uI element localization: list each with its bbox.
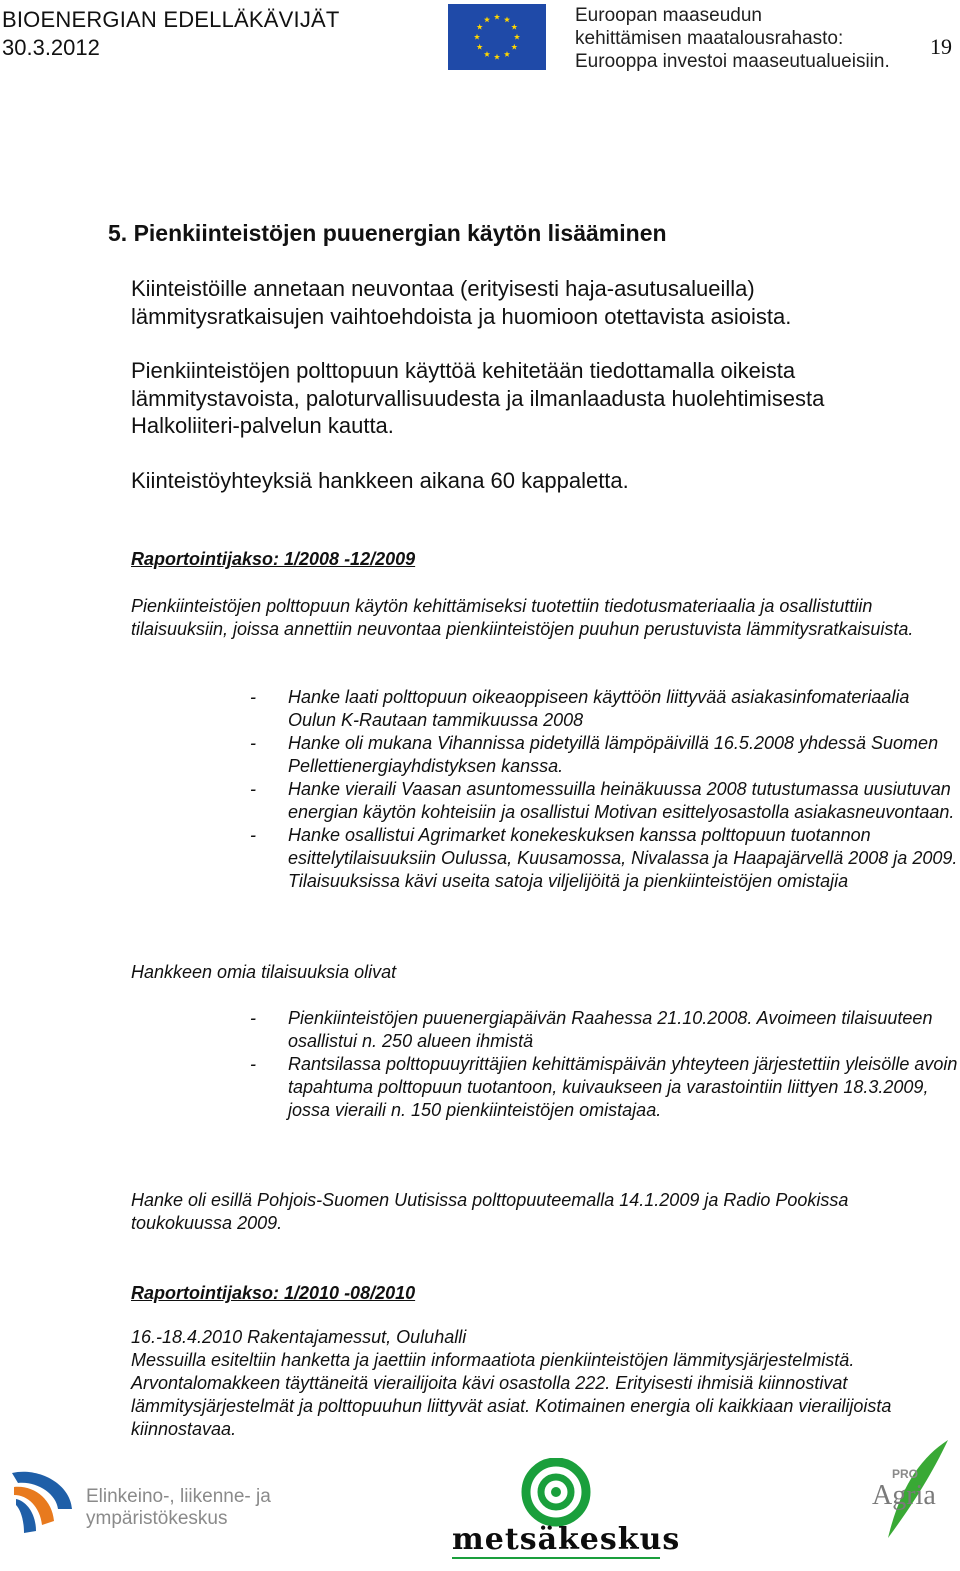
document-title: BIOENERGIAN EDELLÄKÄVIJÄT — [2, 7, 340, 32]
reporting-period-heading: Raportointijakso: 1/2010 -08/2010 — [131, 1283, 416, 1303]
list-item-text: Hanke laati polttopuun oikeaoppiseen käyttöön liittyvää asiakasinfomateriaalia Oulun K-Rautaan tammikuussa 2008 — [288, 687, 910, 730]
list-item-text: Pienkiinteistöjen puuenergiapäivän Raahessa 21.10.2008. Avoimeen tilaisuuteen osallistui n. 250 alueen ihmistä — [288, 1008, 933, 1051]
paragraph: Hanke oli esillä Pohjois-Suomen Uutisissa polttopuuteemalla 14.1.2009 ja Radio Pookissa toukokuussa 2009. — [131, 1190, 849, 1233]
ely-logo-text — [86, 1486, 271, 1530]
list-item: - Rantsilassa polttopuuyrittäjien kehittämispäivän yhteyteen järjestettiin yleisölle avoin tapahtuma polttopuun tuotantoon, kuivaukseen ja varastointiin liittyen 18.3.2009, jossa vieraili n. 150 pienkiinteistöjen omistajaa. — [250, 1054, 958, 1120]
list-item-text: Rantsilassa polttopuuyrittäjien kehittämispäivän yhteyteen järjestettiin yleisölle avoin tapahtuma polttopuun tuotantoon, kuivaukseen ja varastointiin liittyen 18.3.2009, jossa vieraili n. 150 pienkiinteistöjen omistajaa. — [288, 1054, 958, 1120]
list-item: - Hanke vieraili Vaasan asuntomessuilla heinäkuussa 2008 tutustumassa uusiutuvan energian käytön kohteisiin ja osallistui Motivan esittelyosastolla asiakasneuvontaan. — [250, 779, 955, 822]
agria-pro-label: PRO — [892, 1467, 919, 1481]
agria-wordmark: Agria — [872, 1480, 936, 1511]
list-item: - Hanke oli mukana Vihannissa pidetyillä lämpöpäivillä 16.5.2008 yhdessä Suomen Pellettienergiayhdistyksen kanssa. — [250, 733, 939, 776]
pro-agria-logo-icon — [860, 1438, 956, 1548]
list-item-text: Hanke vieraili Vaasan asuntomessuilla heinäkuussa 2008 tutustumassa uusiutuvan energian käytön kohteisiin ja osallistui Motivan esittelyosastolla asiakasneuvontaan. — [288, 779, 955, 822]
paragraph: Kiinteistöille annetaan neuvontaa (erityisesti haja-asutusalueilla) lämmitysratkaisujen vaihtoehdoista ja huomioon otettavista asioista. — [131, 276, 792, 329]
eu-line: Euroopan maaseudun — [575, 5, 762, 26]
event-description: Messuilla esiteltiin hanketta ja jaettiin informaatiota pienkiinteistöjen lämmitysjärjestelmistä. Arvontalomakkeen täyttäneitä vierailijoita kävi osastolla 222. Erityisesti ihmisiä kiinnostivat lämmitysjärjestelmät ja polttopuuhun liittyvät asiat. Kotimainen energia oli kaikkiaan vierailijoista kiinnostavaa. — [131, 1350, 892, 1439]
eu-line: kehittämisen maatalousrahasto: — [575, 28, 844, 49]
metsakeskus-wordmark: metsäkeskus — [452, 1522, 681, 1557]
list-item-text: Hanke osallistui Agrimarket konekeskuksen kanssa polttopuun tuotannon esittelytilaisuuksiin Oulussa, Kuusamossa, Nivalassa ja Haapajärvellä 2008 ja 2009. Tilaisuuksissa kävi useita satoja viljelijöitä ja pienkiinteistöjen omistajia — [288, 825, 958, 891]
paragraph: Kiinteistöyhteyksiä hankkeen aikana 60 kappaletta. — [131, 468, 629, 493]
eu-line: Eurooppa investoi maaseutualueisiin. — [575, 51, 890, 72]
section-heading: 5. Pienkiinteistöjen puuenergian käytön lisääminen — [108, 220, 667, 246]
paragraph: Pienkiinteistöjen polttopuun käytön kehittämiseksi tuotettiin tiedotusmateriaalia ja osallistuttiin tilaisuuksiin, joissa annettiin neuvontaa pienkiinteistöjen puuhun perustuvista lämmitysratkaisuista. — [131, 596, 914, 639]
bullet-list — [250, 686, 960, 893]
eu-fund-text — [575, 4, 890, 73]
list-item: - Hanke osallistui Agrimarket konekeskuksen kanssa polttopuun tuotannon esittelytilaisuuksiin Oulussa, Kuusamossa, Nivalassa ja Haapajärvellä 2008 ja 2009. Tilaisuuksissa kävi useita satoja viljelijöitä ja pienkiinteistöjen omistajia — [250, 825, 958, 891]
list-item: - Pienkiinteistöjen puuenergiapäivän Raahessa 21.10.2008. Avoimeen tilaisuuteen osallistui n. 250 alueen ihmistä — [250, 1008, 933, 1051]
eu-flag-icon — [448, 4, 546, 70]
list-item: - Hanke laati polttopuun oikeaoppiseen käyttöön liittyvää asiakasinfomateriaalia Oulun K-Rautaan tammikuussa 2008 — [250, 687, 910, 730]
own-events-label: Hankkeen omia tilaisuuksia olivat — [131, 962, 397, 982]
list-item-text: Hanke oli mukana Vihannissa pidetyillä lämpöpäivillä 16.5.2008 yhdessä Suomen Pellettienergiayhdistyksen kanssa. — [288, 733, 939, 776]
ely-line: Elinkeino-, liikenne- ja — [86, 1486, 271, 1507]
ely-line: ympäristökeskus — [86, 1508, 228, 1529]
bullet-list — [250, 1007, 960, 1122]
document-date: 30.3.2012 — [2, 35, 100, 60]
paragraph — [131, 1326, 956, 1441]
ely-logo-icon — [8, 1465, 76, 1535]
paragraph: Pienkiinteistöjen polttopuun käyttöä kehitetään tiedottamalla oikeista lämmitystavoista, paloturvallisuudesta ja ilmanlaadusta huolehtimisesta Halkoliiteri-palvelun kautta. — [131, 358, 825, 438]
event-line: 16.-18.4.2010 Rakentajamessut, Ouluhalli — [131, 1327, 467, 1347]
page-number: 19 — [930, 34, 952, 59]
reporting-period-heading: Raportointijakso: 1/2008 -12/2009 — [131, 549, 416, 569]
